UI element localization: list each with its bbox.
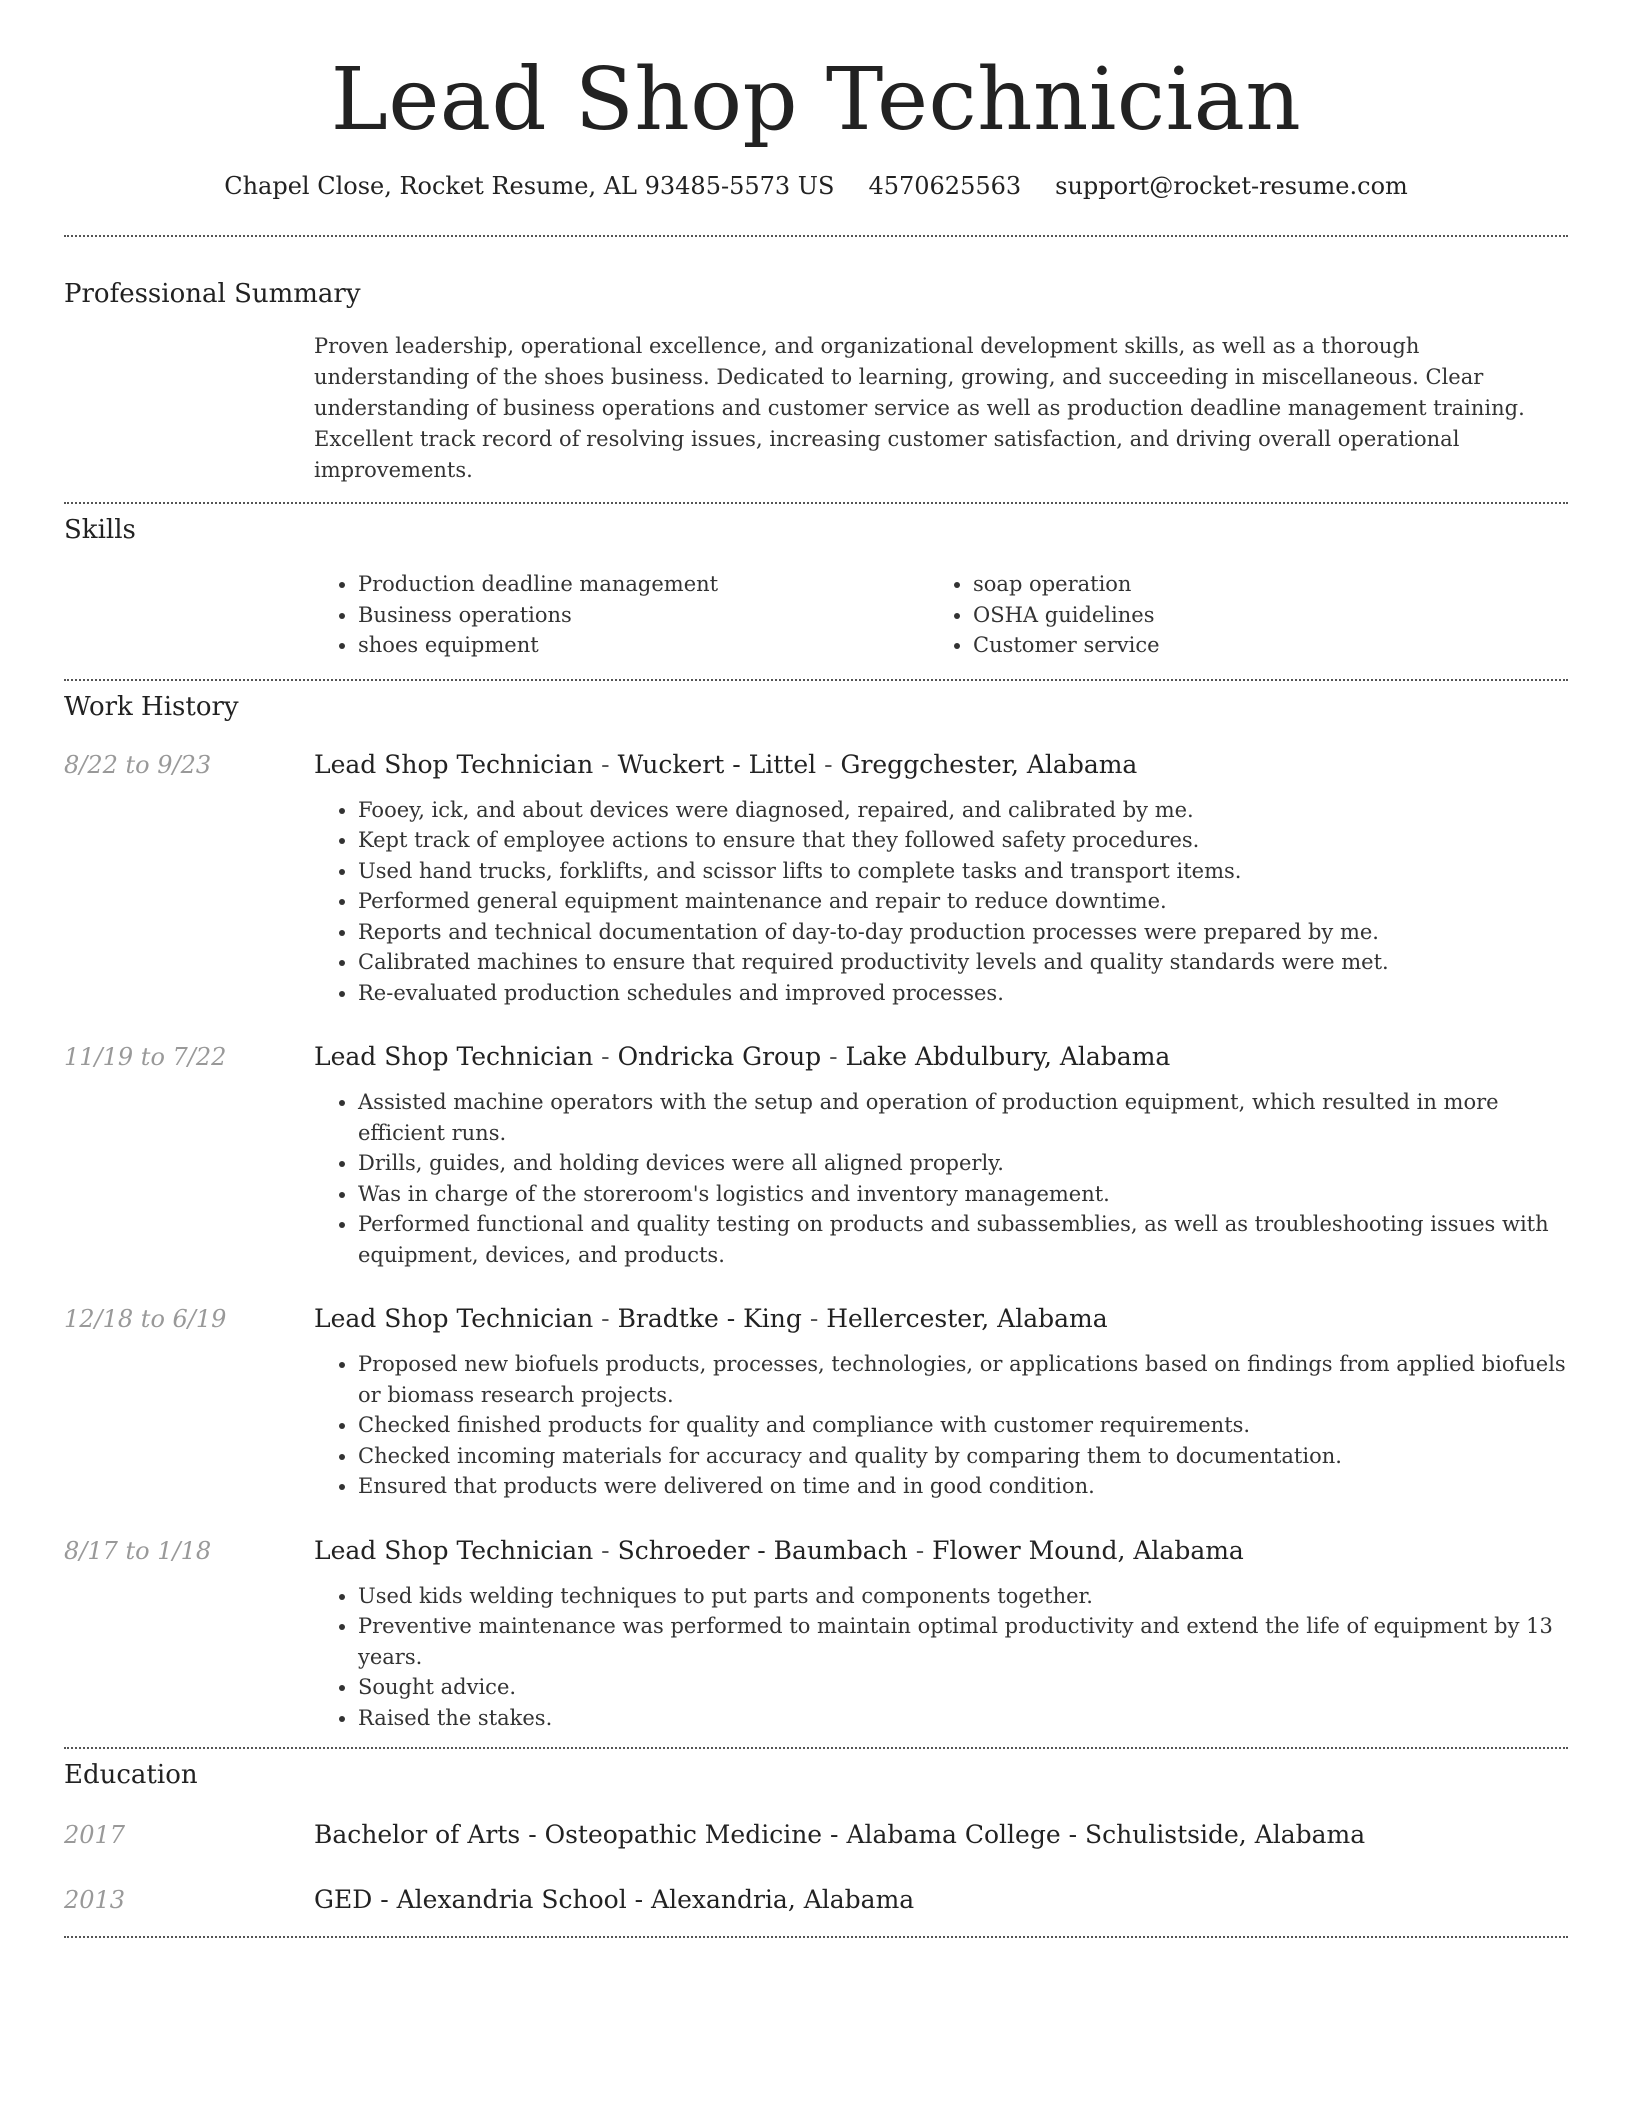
work-history-section	[64, 692, 1568, 1734]
section-title-skills: Skills	[64, 515, 136, 545]
summary-text: Proven leadership, operational excellence, and organizational development skills, as well as a thorough understanding of the shoes business. Dedicated to learning, growing, and succeeding in miscellaneous. Clear understanding of business operations and customer service as well as production deadline management training. Excellent track record of resolving issues, increasing customer satisfaction, and driving overall operational improvements.	[314, 334, 1525, 482]
education-section	[64, 1760, 1568, 1914]
job-bullet: • Performed general equipment maintenance and repair to reduce downtime.	[358, 886, 1568, 917]
job-role: Lead Shop Technician	[314, 1042, 594, 1071]
skill-item: • OSHA guidelines	[973, 600, 1568, 631]
education-year: 2013	[64, 1886, 126, 1914]
education-location: Schulistside, Alabama	[1084, 1820, 1366, 1849]
job-entry	[64, 750, 1568, 1009]
skills-section	[64, 515, 1568, 661]
education-year: 2017	[64, 1821, 126, 1849]
job-bullet: • Ensured that products were delivered on time and in good condition.	[358, 1471, 1568, 1502]
job-bullet-list	[314, 1349, 1568, 1502]
job-bullet: • Was in charge of the storeroom's logistics and inventory management.	[358, 1179, 1568, 1210]
education-heading: Bachelor of Arts - Osteopathic Medicine - Alabama College - Schulistside, Alabama	[314, 1820, 1366, 1849]
divider	[64, 1936, 1568, 1938]
job-company: Ondricka Group	[617, 1042, 822, 1071]
job-role: Lead Shop Technician	[314, 1535, 594, 1565]
job-bullet: • Proposed new biofuels products, processes, technologies, or applications based on findings from applied biofuels or biomass research projects.	[358, 1349, 1568, 1410]
section-title-education: Education	[64, 1760, 198, 1790]
job-bullet: • Preventive maintenance was performed to maintain optimal productivity and extend the life of equipment by 13 years.	[358, 1611, 1568, 1672]
job-dates: 12/18 to 6/19	[64, 1305, 227, 1333]
contact-line	[64, 172, 1568, 200]
job-bullet-list	[314, 1581, 1568, 1734]
job-dates: 8/17 to 1/18	[64, 1536, 212, 1565]
skill-item: • Business operations	[358, 600, 929, 631]
education-heading: GED - Alexandria School - Alexandria, Alabama	[314, 1885, 915, 1914]
job-bullet: • Checked finished products for quality and compliance with customer requirements.	[358, 1410, 1568, 1441]
education-school: Alexandria School	[396, 1885, 627, 1914]
education-degree: GED	[314, 1885, 373, 1914]
job-location: Hellercester, Alabama	[826, 1304, 1108, 1333]
job-bullet: • Re-evaluated production schedules and improved processes.	[358, 978, 1568, 1009]
job-heading: Lead Shop Technician - Schroeder - Baumbach - Flower Mound, Alabama	[314, 1535, 1244, 1565]
job-bullet: • Used kids welding techniques to put parts and components together.	[358, 1581, 1568, 1612]
divider	[64, 235, 1568, 237]
section-title-summary: Professional Summary	[64, 279, 361, 309]
skill-item: • Customer service	[973, 630, 1568, 661]
candidate-name: Lead Shop Technician	[330, 50, 1302, 150]
education-field: Osteopathic Medicine	[544, 1820, 823, 1849]
education-entry	[64, 1820, 1568, 1849]
job-dates: 8/22 to 9/23	[64, 750, 212, 779]
job-dates: 11/19 to 7/22	[64, 1043, 227, 1071]
job-role: Lead Shop Technician	[314, 749, 594, 779]
job-bullet: • Fooey, ick, and about devices were diagnosed, repaired, and calibrated by me.	[358, 795, 1568, 826]
phone: 4570625563	[868, 172, 1022, 200]
job-entry	[64, 1042, 1568, 1270]
skills-list-right	[929, 569, 1568, 661]
job-company: Bradtke - King	[617, 1304, 802, 1333]
job-location: Lake Abdulbury, Alabama	[845, 1042, 1171, 1071]
job-bullet: • Drills, guides, and holding devices were all aligned properly.	[358, 1148, 1568, 1179]
email[interactable]: support@rocket-resume.com	[1055, 172, 1408, 200]
job-bullet-list	[314, 795, 1568, 1009]
job-bullet: • Assisted machine operators with the setup and operation of production equipment, which resulted in more efficient runs.	[358, 1087, 1568, 1148]
job-company: Wuckert - Littel	[617, 749, 817, 779]
job-bullet: • Calibrated machines to ensure that required productivity levels and quality standards were met.	[358, 947, 1568, 978]
job-heading: Lead Shop Technician - Wuckert - Littel - Greggchester, Alabama	[314, 749, 1138, 779]
job-heading: Lead Shop Technician - Bradtke - King - Hellercester, Alabama	[314, 1304, 1108, 1333]
job-bullet: • Raised the stakes.	[358, 1703, 1568, 1734]
job-bullet: • Kept track of employee actions to ensure that they followed safety procedures.	[358, 825, 1568, 856]
job-bullet: • Reports and technical documentation of day-to-day production processes were prepared by me.	[358, 917, 1568, 948]
job-entry	[64, 1536, 1568, 1734]
divider	[64, 679, 1568, 681]
job-bullet: • Checked incoming materials for accuracy and quality by comparing them to documentation.	[358, 1441, 1568, 1472]
job-role: Lead Shop Technician	[314, 1304, 594, 1333]
job-company: Schroeder - Baumbach	[617, 1535, 908, 1565]
section-title-work: Work History	[64, 691, 239, 722]
education-degree: Bachelor of Arts	[314, 1820, 521, 1849]
summary-section	[64, 279, 1568, 486]
job-location: Greggchester, Alabama	[840, 749, 1138, 779]
skill-item: • soap operation	[973, 569, 1568, 600]
job-bullet-list	[314, 1087, 1568, 1270]
job-bullet: • Sought advice.	[358, 1672, 1568, 1703]
job-bullet: • Used hand trucks, forklifts, and scissor lifts to complete tasks and transport items.	[358, 856, 1568, 887]
job-bullet: • Performed functional and quality testing on products and subassemblies, as well as troubleshooting issues with equipment, devices, and products.	[358, 1209, 1568, 1270]
address: Chapel Close, Rocket Resume, AL 93485-5573 US	[224, 172, 835, 200]
job-entry	[64, 1304, 1568, 1502]
job-heading: Lead Shop Technician - Ondricka Group - Lake Abdulbury, Alabama	[314, 1042, 1171, 1071]
skill-item: • shoes equipment	[358, 630, 929, 661]
job-location: Flower Mound, Alabama	[932, 1535, 1244, 1565]
education-location: Alexandria, Alabama	[651, 1885, 915, 1914]
education-school: Alabama College	[846, 1820, 1061, 1849]
divider	[64, 502, 1568, 504]
skill-item: • Production deadline management	[358, 569, 929, 600]
education-entry	[64, 1885, 1568, 1914]
divider	[64, 1747, 1568, 1749]
skills-list-left	[314, 569, 929, 661]
